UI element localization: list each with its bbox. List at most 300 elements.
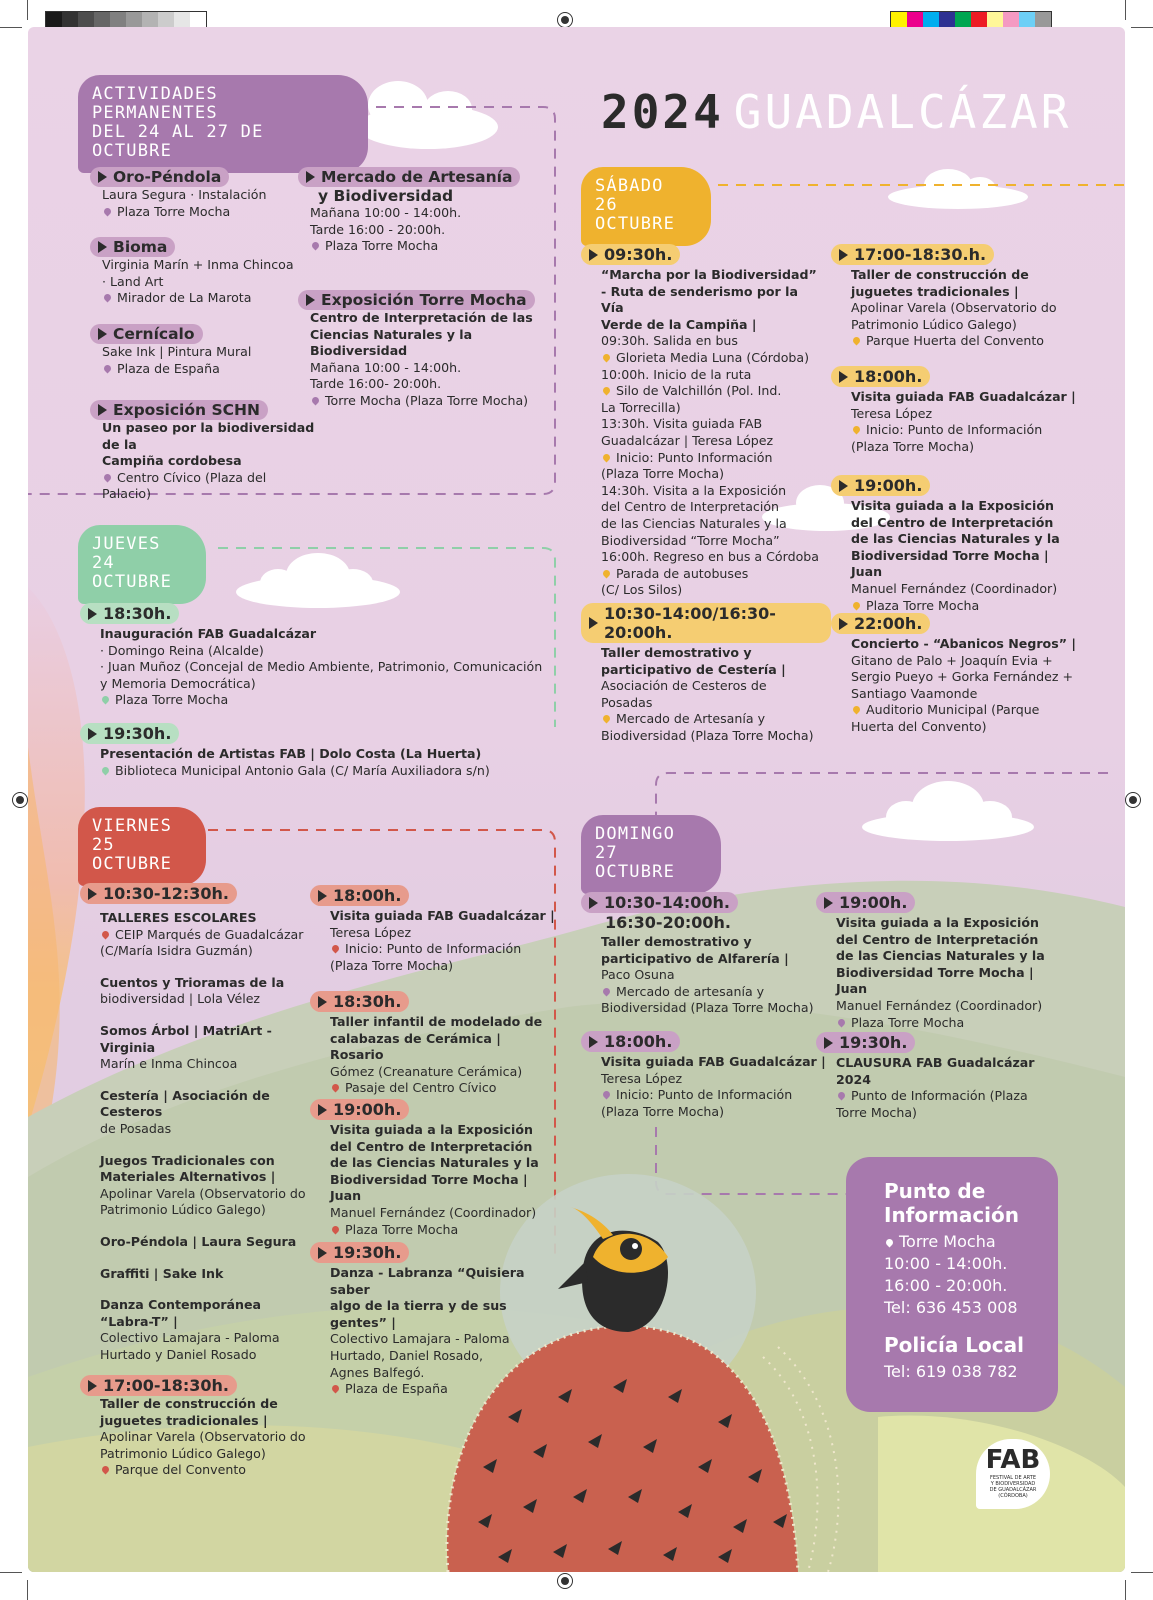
location-pin-icon [852, 600, 862, 610]
play-arrow-icon [318, 996, 327, 1008]
crop-mark [27, 1580, 28, 1600]
location-line [851, 422, 1076, 439]
time-label: 10:30-14:00/16:30-20:00h. [604, 604, 776, 642]
time-label: Mercado de Artesanía [321, 168, 513, 186]
event-body [841, 267, 1076, 350]
event-line: Danza Contemporánea “Labra-T” | [100, 1297, 262, 1329]
event-line: (C/María Isidra Guzmán) [100, 943, 253, 959]
location-text: Mercado de Artesanía y [616, 711, 766, 727]
time-label: Exposición SCHN [113, 401, 260, 419]
permanent-activity [100, 324, 315, 377]
event-line: participativo de Alfarería | [601, 950, 789, 966]
activity-block [100, 1023, 310, 1073]
event-line: Apolinar Varela (Observatorio do [100, 1429, 306, 1445]
location-text: Mercado de artesanía y [616, 983, 765, 999]
section-tag-viernes [78, 807, 206, 886]
event-line: juguetes tradicionales | [851, 283, 1019, 299]
event-line: de las Ciencias Naturales y la [601, 515, 787, 531]
location-line [330, 1222, 555, 1239]
play-arrow-icon [98, 171, 107, 183]
play-arrow-icon [306, 171, 315, 183]
logo-sub: Y BIODIVERSIDAD [990, 1481, 1036, 1487]
location-pin-icon [101, 765, 111, 775]
event-body [320, 1122, 555, 1238]
event-line: Sergio Pueyo + Gorka Fernández + [851, 669, 1074, 685]
event-line: Biodiversidad Torre Mocha | Juan [330, 1171, 528, 1204]
play-arrow-icon [589, 897, 598, 909]
event-line: biodiversidad | Lola Vélez [100, 991, 261, 1007]
location-line [836, 1015, 1061, 1032]
event-line: Santiago Vaamonde [851, 685, 978, 701]
event-time [90, 400, 268, 420]
event-line: Guadalcázar | Teresa López [601, 432, 774, 448]
event-line: Cuentos y Trioramas de la [100, 974, 285, 990]
location-text: Inicio: Punto de Información [616, 1087, 793, 1103]
activity-line: Laura Segura · Instalación [102, 187, 267, 202]
event-line: Juegos Tradicionales con [100, 1152, 275, 1168]
play-arrow-icon [318, 1104, 327, 1116]
location-pin-icon [101, 1465, 111, 1475]
location-line [601, 1087, 826, 1104]
event-line: (Plaza Torre Mocha) [601, 1103, 725, 1119]
play-arrow-icon [88, 1380, 97, 1392]
event-body [90, 626, 560, 709]
location-pin-icon [852, 336, 862, 346]
tag-line: VIERNES 25 [92, 816, 173, 855]
event-line: Posadas [601, 694, 653, 710]
crop-mark [1131, 1572, 1153, 1573]
event-time [581, 603, 831, 643]
location-pin-icon [602, 714, 612, 724]
tag-line: OCTUBRE [92, 854, 173, 874]
location-text: Plaza Torre Mocha [851, 1014, 965, 1030]
event-line: Biodiversidad (Plaza Torre Mocha) [601, 1000, 814, 1016]
location-pin-icon [331, 1384, 341, 1394]
time-label: 18:00h. [854, 367, 923, 386]
location-text: Plaza de España [117, 360, 220, 376]
event-time [831, 613, 930, 634]
location-text: Inicio: Punto de Información [866, 422, 1043, 438]
event [591, 603, 831, 745]
event-line: Visita guiada a la Exposición [836, 915, 1039, 930]
time-label: 18:00h. [333, 886, 402, 905]
event-time [310, 991, 409, 1012]
activity-body [100, 187, 315, 220]
event-line: Teresa López [601, 1070, 683, 1086]
event-body [826, 1055, 1061, 1121]
event-line: “Marcha por la Biodiversidad” [601, 267, 817, 282]
police-phone[interactable]: Tel: 619 038 782 [884, 1362, 1018, 1381]
location-line [330, 1381, 555, 1398]
info-title: Información [884, 1203, 1020, 1227]
event [90, 603, 560, 709]
event-body [591, 1054, 826, 1120]
event-line: Manuel Fernández (Coordinador) [836, 997, 1043, 1013]
play-arrow-icon [824, 1037, 833, 1049]
location-pin-icon [311, 241, 321, 251]
permanent-activity [100, 167, 315, 220]
logo-sub: (CÓRDOBA) [998, 1493, 1028, 1499]
event-body [90, 1396, 320, 1479]
location-line [100, 763, 560, 780]
permanent-activity [100, 237, 315, 307]
event-line: de Posadas [100, 1120, 172, 1136]
location-pin-icon [331, 944, 341, 954]
location-line [330, 1080, 555, 1097]
event-line: Apolinar Varela (Observatorio do [851, 300, 1057, 316]
event-line: de las Ciencias Naturales y la [851, 531, 1060, 547]
activity-line: Virginia Marín + Inma Chincoa [102, 257, 294, 272]
location-text: Silo de Valchillón (Pol. Ind. [616, 383, 782, 399]
time-label: Oro-Péndola [113, 168, 222, 186]
time-label: 18:30h. [103, 604, 172, 623]
event-line: Torre Mocha) [836, 1104, 917, 1120]
event-line: 10:00h. Inicio de la ruta [601, 366, 752, 382]
time-label-2: 16:30-20:00h. [605, 913, 731, 932]
event-time [816, 892, 915, 913]
event-line: Biodiversidad (Plaza Torre Mocha) [601, 727, 814, 743]
event-line: CLAUSURA FAB Guadalcázar 2024 [836, 1055, 1035, 1087]
event [320, 885, 555, 974]
play-arrow-icon [318, 890, 327, 902]
event [841, 613, 1076, 736]
location-line [100, 1462, 320, 1479]
event [841, 475, 1076, 614]
event-time [310, 1242, 409, 1263]
event-time [310, 885, 409, 906]
logo-name: FAB [985, 1445, 1041, 1475]
event-line: 14:30h. Visita a la Exposición [601, 482, 787, 498]
section-tag-sabado [581, 167, 711, 246]
location-text: Mirador de La Marota [117, 290, 252, 306]
time-label: Bioma [113, 238, 168, 256]
logo-sub: DE GUADALCÁZAR [989, 1487, 1037, 1493]
event-line: y Memoria Democrática) [100, 675, 256, 691]
location-line [601, 711, 831, 728]
location-text: Biblioteca Municipal Antonio Gala (C/ María Auxiliadora s/n) [115, 762, 490, 778]
activity-body [100, 420, 315, 503]
event-line: Huerta del Convento) [851, 718, 987, 734]
event-line: Colectivo Lamajara - Paloma [330, 1331, 510, 1347]
activity-line: Un paseo por la biodiversidad de la [102, 420, 315, 452]
play-arrow-icon [839, 249, 848, 261]
tag-line: SÁBADO 26 [595, 176, 664, 215]
event [320, 1099, 555, 1238]
activity-body [100, 257, 315, 307]
crop-mark [0, 27, 22, 28]
time-label: 17:00-18:30.h. [854, 245, 987, 264]
play-arrow-icon [589, 617, 598, 629]
location-text: Pasaje del Centro Cívico [345, 1080, 497, 1096]
activity-line: Ciencias Naturales y la Biodiversidad [310, 326, 473, 359]
play-arrow-icon [88, 608, 97, 620]
event-time [90, 237, 175, 257]
event-line: participativo de Cestería | [601, 661, 786, 677]
event-line: calabazas de Cerámica | Rosario [330, 1030, 501, 1063]
location-pin-icon [101, 695, 111, 705]
event-line: Gitano de Palo + Joaquín Evia + [851, 652, 1053, 668]
tag-line: ACTIVIDADES PERMANENTES [92, 84, 218, 123]
activity-line: · Land Art [102, 273, 164, 289]
event-time [581, 244, 680, 265]
activity-line: Tarde 16:00 - 20:00h. [310, 221, 446, 237]
logo-sub: FESTIVAL DE ARTE [990, 1475, 1036, 1481]
event-body [841, 636, 1076, 736]
play-arrow-icon [589, 1036, 598, 1048]
activity-line: Campiña cordobesa [102, 453, 242, 469]
section-tag-domingo [581, 815, 721, 894]
location-pin-icon [602, 452, 612, 462]
event [826, 1032, 1061, 1121]
location-text: Inicio: Punto de Información [345, 941, 522, 957]
location-text: Plaza Torre Mocha [866, 597, 980, 613]
event-line: · Domingo Reina (Alcalde) [100, 642, 264, 658]
play-arrow-icon [88, 888, 97, 900]
friday-col-1 [90, 883, 310, 1378]
time-label: 19:00h. [333, 1100, 402, 1119]
tag-line: DOMINGO 27 [595, 824, 676, 863]
activity-block [100, 1234, 310, 1251]
crop-mark [27, 0, 28, 20]
location-text: Plaza Torre Mocha [345, 1221, 459, 1237]
location-line [601, 566, 821, 583]
location-text: Plaza de España [345, 1381, 448, 1397]
activity-line: Mañana 10:00 - 14:00h. [310, 359, 462, 375]
poster [28, 27, 1125, 1572]
location-pin-icon [331, 1083, 341, 1093]
event-line: Inauguración FAB Guadalcázar [100, 626, 317, 641]
registration-mark-icon [557, 1573, 573, 1589]
permanent-activity [308, 290, 558, 410]
registration-mark-icon [557, 12, 573, 28]
event-body [591, 934, 826, 1017]
registration-mark-icon [12, 792, 28, 808]
event-line: Visita guiada a la Exposición [851, 498, 1054, 513]
event-body [320, 1265, 555, 1398]
event [591, 892, 826, 1017]
event-time [831, 244, 994, 265]
event-time [90, 324, 203, 344]
location-line [102, 361, 315, 378]
title-year: 2024 [601, 85, 724, 139]
event-time [80, 603, 179, 624]
location-pin-icon [602, 986, 612, 996]
event-body [591, 645, 831, 745]
permanent-activity [308, 167, 558, 255]
time-label: 18:30h. [333, 992, 402, 1011]
event [591, 1031, 826, 1120]
play-arrow-icon [88, 728, 97, 740]
event-line: Presentación de Artistas FAB | Dolo Costa (La Huerta) [100, 746, 482, 761]
event-line: Apolinar Varela (Observatorio do [100, 1185, 306, 1201]
event-line: 13:30h. Visita guiada FAB [601, 416, 763, 432]
location-pin-icon [852, 425, 862, 435]
event-line: Hurtado, Daniel Rosado, [330, 1347, 484, 1363]
activity-body [100, 344, 315, 377]
event-line: algo de la tierra y de sus gentes” | [330, 1298, 507, 1330]
location-text: Punto de Información (Plaza [851, 1088, 1028, 1104]
event-line: Graffiti | Sake Ink [100, 1265, 224, 1281]
activity-block [100, 975, 310, 1008]
activity-body [308, 205, 558, 255]
crop-mark [0, 1572, 22, 1573]
info-place: Torre Mocha [899, 1232, 996, 1251]
event-line: del Centro de Interpretación [836, 931, 1039, 947]
location-text: Parada de autobuses [616, 565, 749, 581]
event-time [816, 1032, 915, 1053]
time-label: 19:00h. [839, 893, 908, 912]
activity-body [308, 310, 558, 410]
location-pin-icon [103, 363, 113, 373]
play-arrow-icon [839, 371, 848, 383]
event-line: del Centro de Interpretación [851, 514, 1054, 530]
event-line: Cestería | Asociación de Cesteros [100, 1087, 270, 1120]
event-time [310, 1099, 409, 1120]
location-text: CEIP Marqués de Guadalcázar [115, 926, 304, 942]
location-pin-icon [331, 1224, 341, 1234]
event [320, 991, 555, 1097]
event-line: Hurtado y Daniel Rosado [100, 1346, 257, 1362]
location-line [851, 333, 1076, 350]
event-body [320, 908, 555, 974]
location-line [102, 204, 315, 221]
event [591, 244, 821, 599]
location-pin-icon [602, 353, 612, 363]
event-time [80, 1375, 237, 1396]
location-text: Parque Huerta del Convento [866, 333, 1045, 349]
location-pin-icon [837, 1091, 847, 1101]
event [841, 366, 1076, 455]
event-line: 16:00h. Regreso en bus a Córdoba [601, 549, 819, 565]
location-pin-icon [852, 705, 862, 715]
location-pin-icon [103, 293, 113, 303]
event-line: 09:30h. Salida en bus [601, 333, 738, 349]
location-text: Plaza Torre Mocha [325, 238, 439, 254]
time-label: 17:00-18:30h. [103, 1376, 229, 1395]
event-line: Biodiversidad Torre Mocha | Juan [851, 547, 1049, 580]
event-body [841, 498, 1076, 614]
activity-block [100, 1266, 310, 1283]
tag-line: OCTUBRE [595, 214, 676, 234]
event-line: (Plaza Torre Mocha) [601, 466, 725, 482]
event-line: Teresa López [851, 405, 933, 421]
location-line [601, 350, 821, 367]
location-line [601, 450, 821, 467]
event-time [581, 892, 738, 913]
event-line: Taller infantil de modelado de [330, 1014, 543, 1029]
activity-line: Mañana 10:00 - 14:00h. [310, 205, 462, 220]
tag-line: OCTUBRE [595, 862, 676, 882]
time-label: 09:30h. [604, 245, 673, 264]
location-line [102, 470, 315, 503]
location-text: Parque del Convento [115, 1462, 246, 1478]
event-line: del Centro de Interpretación [330, 1138, 533, 1154]
event-line: (Plaza Torre Mocha) [330, 957, 454, 973]
info-phone[interactable]: Tel: 636 453 008 [884, 1298, 1018, 1317]
crop-mark [1125, 1580, 1126, 1600]
event-body [320, 1014, 555, 1097]
time-label: 19:00h. [854, 476, 923, 495]
location-line [836, 1088, 1061, 1105]
activity-block [100, 910, 310, 960]
event-line: Materiales Alternativos | [100, 1169, 276, 1185]
time-label: 10:30-14:00h. [604, 893, 730, 912]
location-line [330, 941, 555, 958]
event-line: Gómez (Creanature Cerámica) [330, 1063, 523, 1079]
event-time [80, 883, 237, 904]
tag-line: OCTUBRE [92, 572, 173, 592]
event-time [90, 167, 229, 187]
time-label: Cernícalo [113, 325, 195, 343]
fab-logo [976, 1439, 1050, 1509]
location-pin-icon [837, 1017, 847, 1027]
location-line [102, 290, 315, 307]
location-text: Torre Mocha (Plaza Torre Mocha) [325, 392, 529, 408]
location-pin-icon [103, 206, 113, 216]
activity-line: Sake Ink | Pintura Mural [102, 344, 252, 359]
location-pin-icon [311, 396, 321, 406]
event-line: juguetes tradicionales | [100, 1412, 268, 1428]
location-line [100, 692, 560, 709]
title-town: GUADALCÁZAR [733, 85, 1072, 139]
tag-line: JUEVES 24 [92, 534, 161, 573]
event-line: Taller de construcción de [851, 267, 1029, 282]
event-line: Visita guiada FAB Guadalcázar | [330, 908, 555, 923]
event-line: Concierto - “Abanicos Negros” | [851, 636, 1076, 651]
registration-mark-icon [1125, 792, 1141, 808]
time-label: 22:00h. [854, 614, 923, 633]
event-body [90, 910, 310, 1363]
page-title [601, 85, 1071, 139]
event [841, 244, 1076, 350]
info-title: Punto de [884, 1179, 986, 1203]
event-line: TALLERES ESCOLARES [100, 910, 257, 925]
location-pin-icon [602, 1090, 612, 1100]
activity-block [100, 1153, 310, 1219]
event-line: Taller de construcción de [100, 1396, 278, 1411]
location-text: Plaza Torre Mocha [115, 692, 229, 708]
info-hours: 10:00 - 14:00h. [884, 1254, 1008, 1273]
event-line: Teresa López [330, 924, 412, 940]
play-arrow-icon [318, 1247, 327, 1259]
crop-mark [1131, 27, 1153, 28]
location-line [851, 702, 1076, 719]
event-time [831, 475, 930, 496]
activity-line: Centro de Interpretación de las [310, 310, 533, 325]
location-pin-icon [602, 568, 612, 578]
location-pin-icon [885, 1238, 895, 1248]
info-hours: 16:00 - 20:00h. [884, 1276, 1008, 1295]
event-line: Taller demostrativo y [601, 645, 752, 660]
event-line: del Centro de Interpretación [601, 499, 780, 515]
play-arrow-icon [824, 897, 833, 909]
play-arrow-icon [98, 241, 107, 253]
section-tag-jueves [78, 525, 206, 604]
event-line: · Juan Muñoz (Concejal de Medio Ambiente, Patrimonio, Comunicación [100, 659, 543, 675]
play-arrow-icon [98, 328, 107, 340]
activity-title-2: y Biodiversidad [318, 187, 454, 205]
play-arrow-icon [839, 480, 848, 492]
location-pin-icon [103, 472, 113, 482]
tag-line: DEL 24 AL 27 DE OCTUBRE [92, 122, 264, 161]
event-body [591, 267, 821, 599]
event-time [298, 290, 535, 310]
event-line: Marín e Inma Chincoa [100, 1056, 238, 1072]
event-line: Visita guiada FAB Guadalcázar | [851, 389, 1076, 404]
location-line [851, 598, 1076, 615]
event-line: Visita guiada FAB Guadalcázar | [601, 1054, 826, 1069]
event-line: Colectivo Lamajara - Paloma [100, 1330, 280, 1346]
